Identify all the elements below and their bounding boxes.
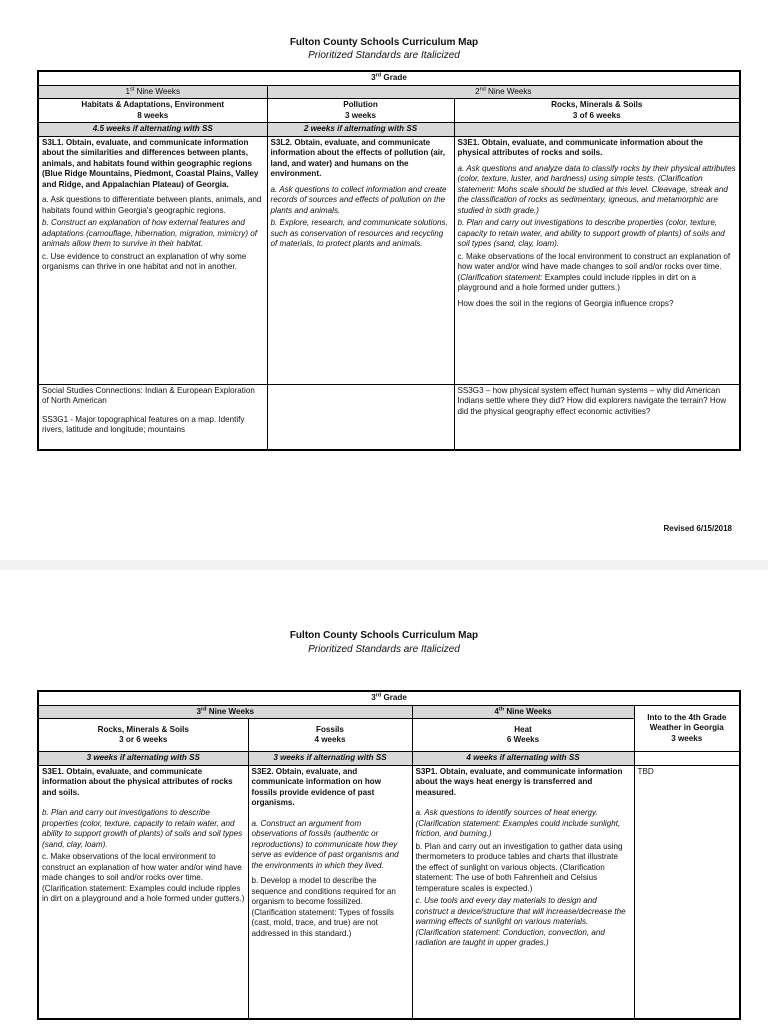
unit-habitats: Habitats & Adaptations, Environment 8 weeks [38,99,267,123]
element-b: b. Plan and carry out investigations to describe properties (color, texture, capacity to retain water, and ability to support growth of plants) of soils and soil types (sand, clay, loam). [42,808,243,849]
element-b: b. Explore, research, and communicate solutions, such as conservation of resources and recycling of materials, to protect plants and animals. [270,218,448,249]
element-c: c. Use tools and every day materials to design and construct a device/structure that will increase/decrease the warming effects of sunlight on various materials. (Clarification statement: Conduction, convection, and radiation are taught in upper grades.) [415,896,626,948]
unit-weather: Into to the 4th Grade Weather in Georgia 3 weeks [634,705,740,752]
grade-header: 3rd Grade [38,691,740,705]
ss-cell-habitats [38,384,267,450]
curriculum-table-1 [37,70,741,451]
quarter-3-header: 3rd Nine Weeks [38,705,412,719]
document-subtitle: Prioritized Standards are Italicized [308,644,460,655]
element-c: c. Make observations of the local environment to construct an explanation of how water and/or wind have made changes to soil and/or rocks over time. (Clarification statement: Examples could include ripples in dirt on a playground and a hole formed under gutters.) [457,251,731,293]
document-title: Fulton County Schools Curriculum Map [289,630,479,641]
standards-cell-weather [634,765,740,1019]
standards-cell-fossils [248,765,412,1019]
element-a: a. Construct an argument from observations of fossils (authentic or reproductions) to communicate how they serve as evidence of past organisms and the environments in which they lived. [251,818,399,870]
element-a: a. Ask questions to differentiate between plants, animals, and habitats found within Georgia's geographic regions. [42,195,262,215]
standards-cell-habitats [38,136,267,384]
standard-s3e1: S3E1. Obtain, evaluate, and communicate information about the physical attributes of rocks and soils. [42,766,233,797]
element-b: b. Construct an explanation of how external features and adaptations (camouflage, hibernation, migration, mimicry) of animals allow them to survive in their habitat. [42,218,258,249]
alt-weeks-3: 4 weeks if alternating with SS [412,752,634,766]
standards-cell-rocks [454,136,740,384]
element-c: c. Make observations of the local environment to construct an explanation of how water and/or wind have made changes to soil and/or rocks over time. (Clarification statement: Examples could include ripples in dirt on a playground and a hole formed under gutters.) [42,852,245,904]
quarter-2-header: 2nd Nine Weeks [267,85,740,99]
standard-s3l2: S3L2. Obtain, evaluate, and communicate information about the effects of pollution (air, land, and water) and humans on the environment. [270,137,445,179]
standard-s3e2: S3E2. Obtain, evaluate, and communicate information on how fossils provide evidence of past organisms. [251,766,382,808]
quarter-1-header: 1st Nine Weeks [38,85,267,99]
element-a: a. Ask questions to collect information and create records of sources and effects of pollution on the plants and animals. [270,184,447,215]
standards-cell-pollution [267,136,454,384]
element-b: b. Plan and carry out investigations to describe properties (color, texture, capacity to retain water, and ability to support growth of plants) of soils and soil types (sand, clay, loam). [457,218,725,249]
element-b: b. Plan and carry out an investigation to gather data using thermometers to produce tables and charts that illustrate the effect of sunlight on various objects. (Clarification statement: The use of both Fahrenheit and Celsius temperature scales is expected.) [415,841,623,893]
standard-s3l1: S3L1. Obtain, evaluate, and communicate information about the similarities and differences between plants, animals, and habitats found within geographic regions (Blue Ridge Mountains, Piedmont, Coastal Plains, Valley and Ridge, and Appalachian Plateau) of Georgia. [42,137,259,189]
ss-standard: SS3G3 – how physical system effect human systems – why did American Indians settle where they did? How did explorers navigate the terrain? How did the physical geography effect economic activities? [457,385,727,416]
curriculum-table-2 [37,690,741,1020]
alt-weeks-4 [634,752,740,766]
alt-weeks-3 [454,123,740,137]
element-a: a. Ask questions to identify sources of heat energy. (Clarification statement: Examples could include sunlight, friction, and burning.) [415,808,621,839]
ss-cell-pollution [267,384,454,450]
standards-cell-heat [412,765,634,1019]
page-2 [0,570,768,1030]
ss-cell-rocks [454,384,740,450]
alt-weeks-2: 3 weeks if alternating with SS [248,752,412,766]
guiding-question: How does the soil in the regions of Georgia influence crops? [457,298,674,308]
unit-rocks: Rocks, Minerals & Soils 3 or 6 weeks [38,719,248,752]
document-title: Fulton County Schools Curriculum Map [289,37,479,48]
grade-header: 3rd Grade [38,71,740,85]
unit-rocks: Rocks, Minerals & Soils 3 of 6 weeks [454,99,740,123]
standard-s3e1: S3E1. Obtain, evaluate, and communicate information about the physical attributes of rocks and soils. [457,137,704,158]
unit-pollution: Pollution 3 weeks [267,99,454,123]
revised-date: Revised 6/15/2018 [663,524,732,533]
unit-fossils: Fossils 4 weeks [248,719,412,752]
standard-s3p1: S3P1. Obtain, evaluate, and communicate information about the ways heat energy is transferred and measured. [415,766,623,797]
alt-weeks-1: 3 weeks if alternating with SS [38,752,248,766]
quarter-4-header: 4th Nine Weeks [412,705,634,719]
standards-cell-rocks [38,765,248,1019]
alt-weeks-1: 4.5 weeks if alternating with SS [38,123,267,137]
element-c: c. Use evidence to construct an explanation of why some organisms can thrive in one habitat and not in another. [42,251,247,272]
document-subtitle: Prioritized Standards are Italicized [308,50,460,61]
ss-connections: Social Studies Connections: Indian & European Exploration of North American [42,385,255,406]
tbd-text: TBD [637,766,654,776]
ss-standard: SS3G1 - Major topographical features on a map. Identify rivers, latitude and longitude; mountains [42,414,245,435]
element-a: a. Ask questions and analyze data to classify rocks by their physical attributes (color, texture, luster, and hardness) using simple tests. (Clarification statement: Mohs scale should be studied at this level. Cleavage, streak and the classification of rocks as sedimentary, igneous, and metamorphic are studied in sixth grade.) [457,163,736,215]
alt-weeks-2: 2 weeks if alternating with SS [267,123,454,137]
element-b: b. Develop a model to describe the sequence and conditions required for an organism to become fossilized. (Clarification statement: Types of fossils (cast, mold, trace, and true) are not addressed in this standard.) [251,876,396,938]
unit-heat: Heat 6 Weeks [412,719,634,752]
